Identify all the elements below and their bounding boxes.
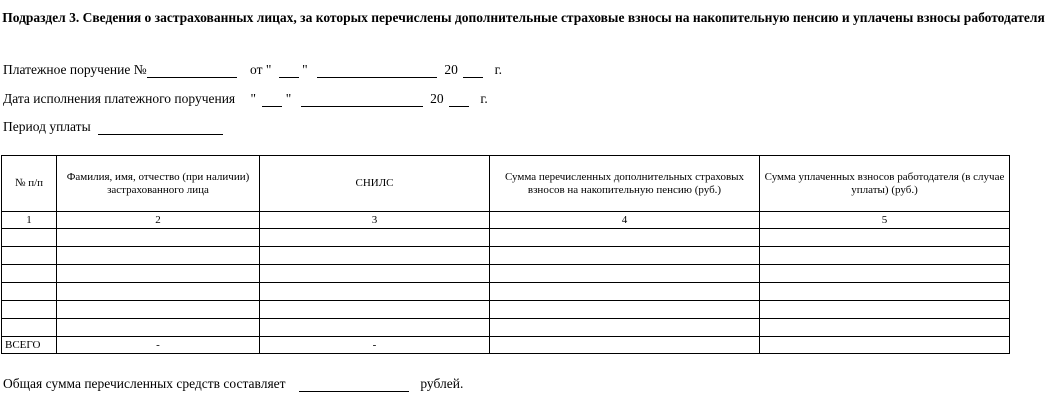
header-snils: СНИЛС	[260, 156, 490, 212]
header-employer-contributions: Сумма уплаченных взносов работодателя (в случае уплаты) (руб.)	[760, 156, 1010, 212]
header-additional-contributions: Сумма перечисленных дополнительных страховых взносов на накопительную пенсию (руб.)	[490, 156, 760, 212]
cell[interactable]	[57, 229, 260, 247]
table-row	[2, 301, 1010, 319]
payment-order-day-field[interactable]	[279, 63, 299, 78]
payment-order-year-field[interactable]	[463, 63, 483, 78]
total-snils-dash: -	[260, 337, 490, 354]
column-numbers-row	[2, 212, 1010, 229]
column-number-3: 3	[260, 212, 490, 229]
column-number-2: 2	[57, 212, 260, 229]
cell[interactable]	[260, 319, 490, 337]
total-fio-dash: -	[57, 337, 260, 354]
execution-date-line	[3, 91, 488, 107]
table-row	[2, 283, 1010, 301]
cell[interactable]	[490, 301, 760, 319]
execution-date-day-field[interactable]	[262, 92, 282, 107]
cell[interactable]	[260, 229, 490, 247]
period-field[interactable]	[98, 120, 223, 135]
payment-order-year-prefix: 20	[444, 62, 458, 77]
cell[interactable]	[760, 283, 1010, 301]
cell[interactable]	[2, 319, 57, 337]
header-number: № п/п	[2, 156, 57, 212]
total-row	[2, 337, 1010, 354]
payment-order-quote-close: "	[302, 62, 308, 77]
execution-date-year-field[interactable]	[449, 92, 469, 107]
cell[interactable]	[260, 301, 490, 319]
column-number-1: 1	[2, 212, 57, 229]
payment-order-label: Платежное поручение №	[3, 62, 147, 77]
section-title: Подраздел 3. Сведения о застрахованных лицах, за которых перечислены дополнительные страховые взносы на накопительную пенсию и уплачены взносы работодателя	[2, 10, 1045, 25]
table-row	[2, 265, 1010, 283]
footer-line	[3, 376, 463, 392]
cell[interactable]	[2, 301, 57, 319]
cell[interactable]	[760, 301, 1010, 319]
footer-text: Общая сумма перечисленных средств составляет	[3, 376, 286, 391]
cell[interactable]	[57, 319, 260, 337]
cell[interactable]	[490, 265, 760, 283]
execution-date-quote-open: "	[250, 91, 257, 106]
cell[interactable]	[2, 283, 57, 301]
cell[interactable]	[490, 283, 760, 301]
payment-order-line	[3, 62, 502, 78]
table-row	[2, 247, 1010, 265]
cell[interactable]	[260, 247, 490, 265]
total-amount-field[interactable]	[299, 377, 409, 392]
insured-persons-table	[1, 155, 1010, 354]
total-additional-sum[interactable]	[490, 337, 760, 354]
period-line	[3, 119, 223, 135]
table-row	[2, 319, 1010, 337]
payment-order-month-field[interactable]	[317, 63, 437, 78]
header-fio: Фамилия, имя, отчество (при наличии) застрахованного лица	[57, 156, 260, 212]
cell[interactable]	[760, 319, 1010, 337]
execution-date-month-field[interactable]	[301, 92, 423, 107]
cell[interactable]	[57, 247, 260, 265]
cell[interactable]	[490, 247, 760, 265]
payment-order-number-field[interactable]	[147, 63, 237, 78]
cell[interactable]	[2, 265, 57, 283]
cell[interactable]	[760, 265, 1010, 283]
cell[interactable]	[57, 283, 260, 301]
cell[interactable]	[260, 265, 490, 283]
cell[interactable]	[2, 247, 57, 265]
payment-order-from-label: от "	[250, 62, 272, 77]
cell[interactable]	[490, 229, 760, 247]
cell[interactable]	[760, 247, 1010, 265]
cell[interactable]	[490, 319, 760, 337]
column-number-4: 4	[490, 212, 760, 229]
cell[interactable]	[2, 229, 57, 247]
cell[interactable]	[760, 229, 1010, 247]
cell[interactable]	[260, 283, 490, 301]
total-employer-sum[interactable]	[760, 337, 1010, 354]
execution-date-year-prefix: 20	[430, 91, 444, 106]
payment-order-year-suffix: г.	[494, 62, 503, 77]
table-header-row	[2, 156, 1010, 212]
execution-date-year-suffix: г.	[480, 91, 488, 106]
footer-suffix: рублей.	[420, 376, 464, 391]
cell[interactable]	[57, 301, 260, 319]
period-label: Период уплаты	[3, 119, 91, 134]
execution-date-label: Дата исполнения платежного поручения	[3, 91, 236, 106]
cell[interactable]	[57, 265, 260, 283]
execution-date-quote-close: "	[285, 91, 292, 106]
total-label: ВСЕГО	[2, 337, 57, 354]
column-number-5: 5	[760, 212, 1010, 229]
table-row	[2, 229, 1010, 247]
